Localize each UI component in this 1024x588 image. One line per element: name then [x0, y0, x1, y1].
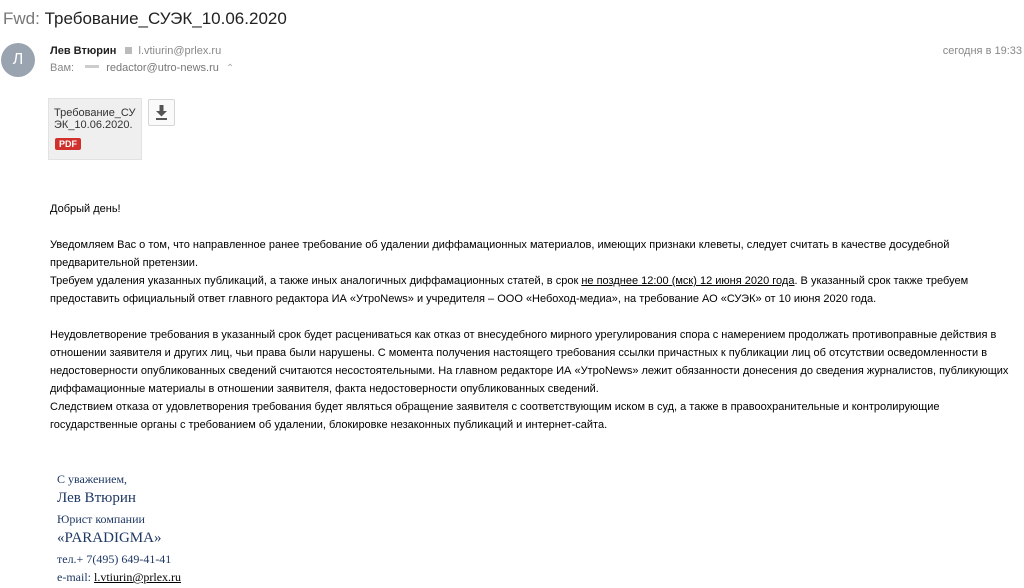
subject-text: Требование_СУЭК_10.06.2020	[44, 9, 287, 28]
download-icon	[149, 100, 174, 125]
to-label: Вам:	[50, 62, 75, 74]
signature-email-line	[57, 570, 181, 585]
attachment-card[interactable]	[48, 98, 142, 160]
signature-email-link[interactable]: l.vtiurin@prlex.ru	[93, 570, 182, 584]
recipients-line	[50, 62, 234, 74]
chevron-up-icon[interactable]: ⌃	[225, 63, 235, 74]
email-subject	[3, 9, 287, 29]
signature-company: «PARADIGMA»	[57, 530, 162, 546]
pdf-badge: PDF	[55, 138, 81, 150]
signature-name: Лев Втюрин	[57, 490, 136, 506]
sender-lock-icon	[125, 47, 132, 54]
subject-prefix: Fwd:	[3, 9, 40, 28]
sender-line	[50, 45, 221, 57]
recipient-dash-icon	[85, 65, 99, 68]
paragraph-notice	[50, 236, 1020, 308]
paragraph-2-deadline: не позднее 12:00 (мск) 12 июня 2020 года	[581, 275, 795, 287]
paragraph-3: Неудовлетворение требования в указанный срок будет расцениваться как отказ от внесудебного мирного урегулирования спора с намерением продолжать противоправные действия в отношении заявителя и других лиц, чьи права были нарушены. С момента получения настоящего требования ссылки причастных к публикации лиц об отсутствии осведомленности в недостоверности опубликованных сведений считаются несостоятельными. На главном редакторе ИА «УтроNews» лежит обязанности донесения до сведения журналистов, публикующих диффамационные материалы в отношении заявителя, факта недостоверности опубликованных сведений.	[50, 329, 1009, 395]
signature-phone: тел.+ 7(495) 649-41-41	[57, 552, 172, 566]
paragraph-4: Следствием отказа от удовлетворения требования будет являться обращение заявителя с соответствующим иском в суд, а также в правоохранительные и контролирующие государственные органы с требованием об удалении, блокировке незаконных публикаций и интернет-сайта.	[50, 401, 940, 431]
sender-email[interactable]: l.vtiurin@prlex.ru	[138, 45, 222, 57]
recipient-email[interactable]: redactor@utro-news.ru	[106, 62, 219, 74]
paragraph-2-start: Требуем удаления указанных публикаций, а также иных аналогичных диффамационных статей, в срок	[50, 275, 582, 287]
paragraph-2-end: . В указанный срок также требуем предоставить официальный ответ главного редактора ИА «УтроNews» и учредителя – ООО «Небоход-медиа», на требование АО «СУЭК» от 10 июня 2020 года.	[50, 275, 969, 305]
email-date: сегодня в 19:33	[942, 45, 1022, 57]
paragraph-consequences	[50, 326, 1020, 434]
signature-regards: С уважением,	[57, 472, 128, 486]
greeting: Добрый день!	[50, 203, 121, 215]
signature-email-label: e-mail:	[57, 570, 94, 584]
avatar[interactable]: Л	[1, 43, 35, 77]
attachment-filename: Требование_СУЭК_10.06.2020.	[54, 107, 136, 131]
download-button[interactable]	[148, 99, 175, 126]
sender-name[interactable]: Лев Втюрин	[50, 45, 117, 57]
paragraph-1: Уведомляем Вас о том, что направленное ранее требование об удалении диффамационных материалов, имеющих признаки клеветы, следует считать в качестве досудебной предварительной претензии.	[50, 239, 950, 269]
signature-position: Юрист компании	[57, 512, 145, 526]
